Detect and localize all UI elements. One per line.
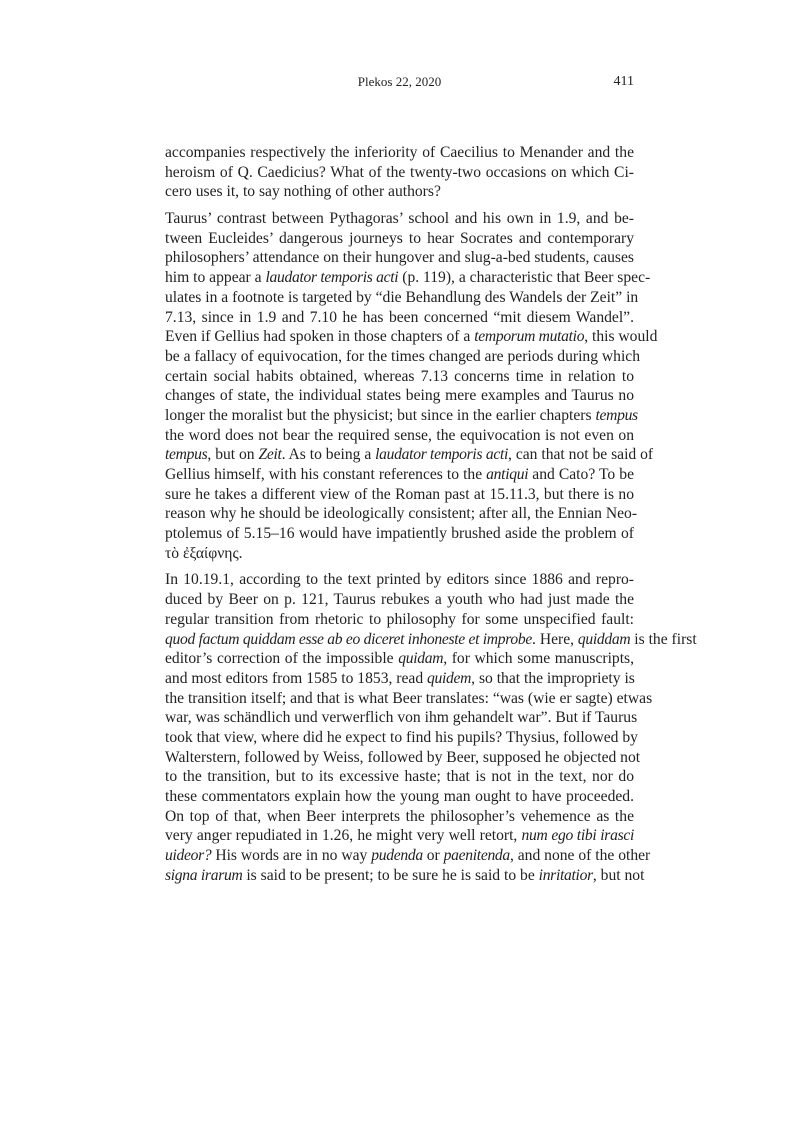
text-segment: , for which some manuscripts, [443,650,634,668]
paragraph [165,209,658,563]
text-segment: longer the moralist but the physicist; but since in the earlier chapters [165,406,596,424]
text-segment: 7.13, since in 1.9 and 7.10 he has been concerned “mit diesem Wandel”. [165,308,634,326]
text-segment: In 10.19.1, according to the text printed by editors since 1886 and repro- [165,571,634,589]
text-line [165,485,634,505]
text-segment: sure he takes a different view of the Roman past at 15.11.3, but there is no [165,485,634,503]
text-line [165,689,653,709]
page-number: 411 [613,74,634,89]
text-line [165,669,634,689]
text-line [165,288,639,308]
text-segment: is said to be present; to be sure he is said to be [242,866,539,884]
text-line [165,268,651,288]
text-segment: , so that the impropriety is [471,669,635,687]
text-line [165,182,634,202]
italic-text: laudator temporis acti [375,446,509,464]
text-segment: , but not [592,866,645,884]
text-segment: philosophers’ attendance on their hungover and slug-a-bed students, causes [165,249,634,267]
italic-text: tempus [595,406,638,424]
text-segment: took that view, where did he expect to find his pupils? Thysius, followed by [165,728,638,746]
text-line [165,406,638,426]
text-segment: these commentators explain how the young man ought to have proceeded. [165,788,634,805]
text-segment: Even if Gellius had spoken in those chapters of a [165,328,475,346]
text-segment: changes of state, the individual states being mere examples and Taurus no [165,387,634,405]
italic-text: quidem [427,669,472,687]
text-segment: cero uses it, to say nothing of other authors? [165,183,441,201]
italic-text: laudator temporis acti [265,269,399,287]
text-segment: duced by Beer on p. 121, Taurus rebukes a youth who had just made the [165,591,634,609]
text-segment: him to appear a [165,269,266,287]
text-segment: , but on [207,446,259,464]
italic-text: tempus [165,446,208,464]
text-line [165,143,634,163]
text-segment: ulates in a footnote is targeted by “die Behandlung des Wandels der Zeit” in [165,288,639,306]
text-segment: Walterstern, followed by Weiss, followed by Beer, supposed he objected not [165,748,641,766]
text-segment: Taurus’ contrast between Pythagoras’ school and his own in 1.9, and be- [165,210,634,228]
text-line [165,570,634,590]
paragraph [165,570,697,885]
text-line [165,708,638,728]
text-line [165,248,634,268]
italic-text: paenitenda [443,847,510,865]
body-text [165,143,697,892]
text-line [165,445,654,465]
text-segment: reason why he should be ideologically consistent; after all, the Ennian Neo- [165,505,638,523]
italic-text: quiddam [577,630,631,648]
text-segment: His words are in no way [211,847,372,865]
text-line [165,347,641,367]
italic-text: signa irarum [165,866,243,884]
text-line [165,846,651,866]
text-segment: , and none of the other [509,847,651,865]
text-line [165,787,634,807]
text-segment: Gellius himself, with his constant references to the [165,466,487,483]
italic-text: quod factum quiddam esse ab eo diceret inhoneste et improbe [165,630,533,648]
italic-text: uideor? [165,847,212,865]
text-segment: heroism of Q. Caedicius? What of the twenty-two occasions on which Ci- [165,163,634,181]
text-line [165,807,634,827]
italic-text: num ego tibi irasci [521,827,634,845]
text-segment: very anger repudiated in 1.26, he might very well retort, [165,827,522,845]
text-segment: the transition itself; and that is what Beer translates: “was (wie er sagte) etwas [165,689,653,707]
text-segment: war, was schändlich und verwerflich von ihm gehandelt war”. But if Taurus [165,709,638,727]
text-segment: and most editors from 1585 to 1853, read [165,669,428,687]
text-segment: τὸ ἐξαίφνης. [165,544,243,562]
text-line [165,590,634,610]
text-segment: or [422,847,444,865]
italic-text: temporum mutatio [474,328,585,346]
italic-text: quidam [398,650,444,668]
text-line [165,504,638,524]
italic-text: antiqui [486,466,529,483]
paragraph [165,143,634,202]
text-line [165,209,634,229]
text-segment: On top of that, when Beer interprets the philosopher’s vehemence as the [165,807,634,825]
text-line [165,386,634,406]
text-segment: certain social habits obtained, whereas 7.13 concerns time in relation to [165,367,634,385]
italic-text: Zeit [258,446,282,464]
text-line [165,728,638,748]
text-line [165,367,634,387]
text-segment: , can that not be said of [508,446,654,464]
text-segment: the word does not bear the required sense, the equivocation is not even on [165,426,634,444]
text-line [165,524,634,544]
text-line [165,649,634,669]
text-line [165,327,658,347]
text-line [165,866,645,886]
text-segment: . As to being a [281,446,376,464]
text-line [165,465,634,485]
text-line [165,610,634,630]
text-line [165,163,634,183]
text-segment: . Here, [532,630,578,648]
text-segment: regular transition from rhetoric to philosophy for some unspecified fault: [165,610,634,628]
text-segment: is the first [630,630,697,648]
text-line [165,630,697,650]
text-segment: be a fallacy of equivocation, for the times changed are periods during which [165,347,641,365]
text-line [165,767,634,787]
text-line [165,426,634,446]
text-line [165,308,634,328]
text-line [165,748,641,768]
text-line [165,544,634,564]
text-segment: to the transition, but to its excessive haste; that is not in the text, nor do [165,768,634,786]
text-segment: accompanies respectively the inferiority of Caecilius to Menander and the [165,144,634,161]
italic-text: inritatior [538,866,593,884]
text-line [165,229,634,249]
running-header: Plekos 22, 2020 [357,74,442,89]
text-line [165,826,634,846]
text-segment: ptolemus of 5.15–16 would have impatiently brushed aside the problem of [165,525,634,543]
text-segment: , this would [584,328,658,346]
text-segment: tween Eucleides’ dangerous journeys to hear Socrates and contemporary [165,229,634,247]
italic-text: pudenda [371,847,423,865]
text-segment: editor’s correction of the impossible [165,650,399,668]
text-segment: (p. 119), a characteristic that Beer spec- [398,269,651,287]
text-segment: and Cato? To be [528,466,634,483]
